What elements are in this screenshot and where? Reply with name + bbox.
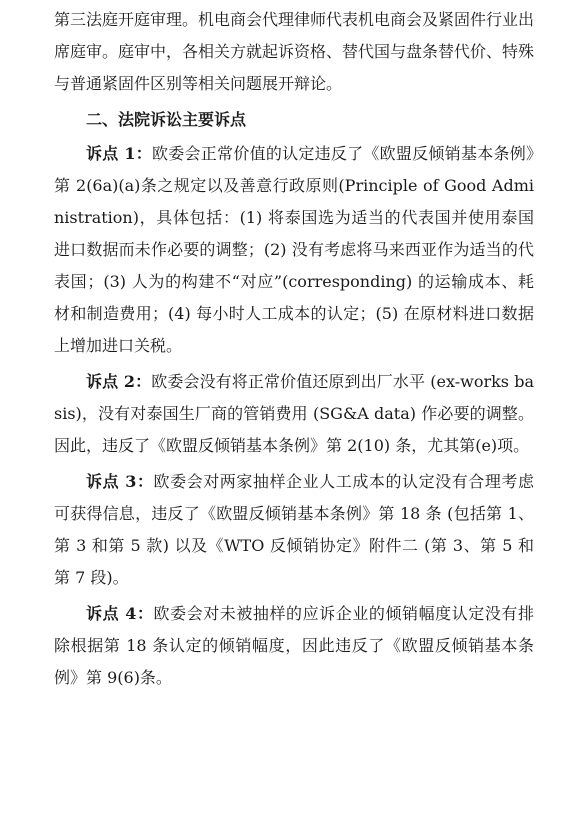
point-3-label: 诉点 3： <box>86 472 154 491</box>
point-3-paragraph <box>54 466 534 594</box>
section-heading: 二、法院诉讼主要诉点 <box>86 110 247 129</box>
point-1-text: 欧委会正常价值的认定违反了《欧盟反倾销基本条例》第 2(6a)(a)条之规定以及善意行政原则(Principle of Good Administration)，具体包括：(1) 将泰国选为适当的代表国并使用泰国进口数据而未作必要的调整；(2) 没有考虑将马来西亚作为适当的代表国；(3) 人为的构建不“对应”(corresponding) 的运输成本、耗材和制造费用；(4) 每小时人工成本的认定；(5) 在原材料进口数据上增加进口关税。 <box>54 144 534 355</box>
point-4-label: 诉点 4： <box>86 604 154 623</box>
intro-paragraph <box>54 4 534 100</box>
point-2-text: 欧委会没有将正常价值还原到出厂水平 (ex-works basis)，没有对泰国生厂商的管销费用 (SG&A data) 作必要的调整。因此，违反了《欧盟反倾销基本条例》第 2(10) 条，尤其第(e)项。 <box>54 372 534 455</box>
point-1-paragraph <box>54 138 534 362</box>
point-4-text: 欧委会对未被抽样的应诉企业的倾销幅度认定没有排除根据第 18 条认定的倾销幅度，因此违反了《欧盟反倾销基本条例》第 9(6)条。 <box>54 604 534 687</box>
point-1-label: 诉点 1： <box>86 144 153 163</box>
intro-text: 第三法庭开庭审理。机电商会代理律师代表机电商会及紧固件行业出席庭审。庭审中，各相关方就起诉资格、替代国与盘条替代价、特殊与普通紧固件区别等相关问题展开辩论。 <box>54 10 535 93</box>
point-4-paragraph <box>54 598 534 694</box>
point-2-label: 诉点 2： <box>86 372 152 391</box>
point-3-text: 欧委会对两家抽样企业人工成本的认定没有合理考虑可获得信息，违反了《欧盟反倾销基本条例》第 18 条 (包括第 1、第 3 和第 5 款) 以及《WTO 反倾销协定》附件二 (第 3、第 5 和第 7 段)。 <box>54 472 534 587</box>
point-2-paragraph <box>54 366 534 462</box>
